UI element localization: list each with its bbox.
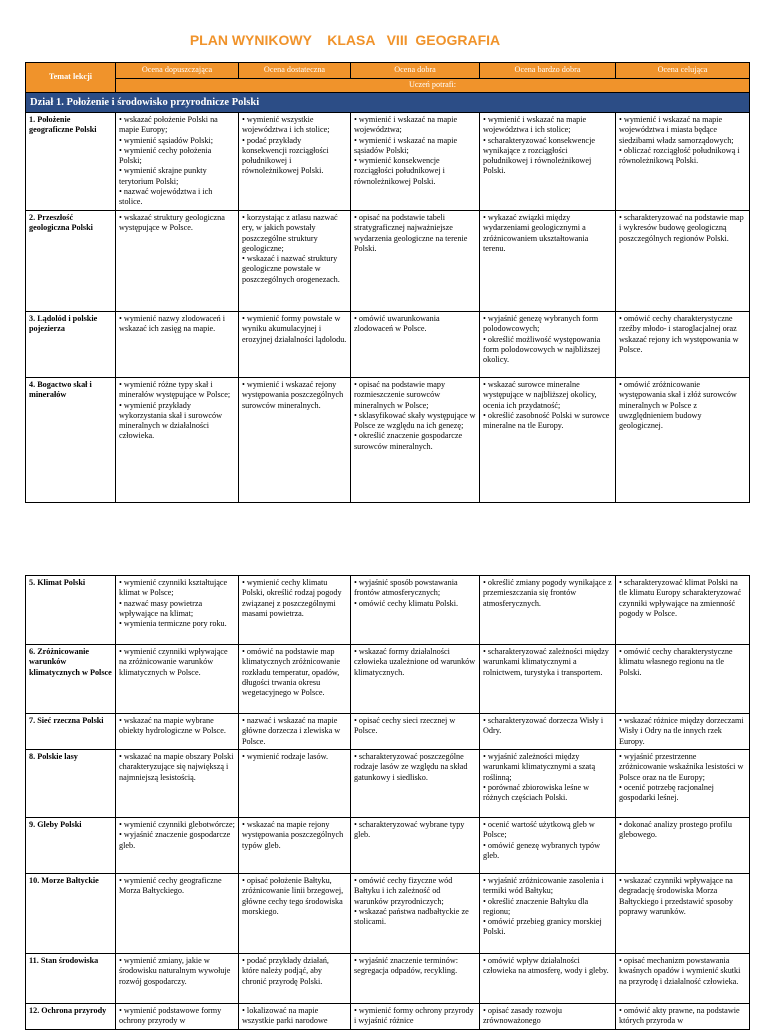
lesson-topic: 7. Sieć rzeczna Polski [26,714,116,750]
header-grade-4: Ocena dobra [351,63,480,79]
requirement-item: • omówić genezę wybranych typów gleb. [483,840,600,860]
grade-cell [480,874,616,954]
requirement-item: • scharakteryzować dorzecza Wisły i Odry. [483,716,604,736]
requirement-item: • podać przykłady konsekwencji rozciągłości południkowej i równoleżnikowej Polski. [242,135,329,176]
requirement-item: • opisać cechy sieci rzecznej w Polsce. [354,716,456,736]
requirement-item: • opisać mechanizm powstawania kwaśnych opadów i wymienić skutki na przyrodę i działalność człowieka. [619,956,741,986]
grade-cell [239,378,351,503]
requirement-item: • wskazać surowce mineralne występujące w najbliższej okolicy, ocenia ich przydatność; [483,380,597,410]
plan-table-part-2 [25,575,750,1030]
requirement-item: • wyjaśnić przestrzenne zróżnicowanie wskaźnika lesistości w Polsce oraz na tle Europy; [619,752,744,782]
lesson-topic: 12. Ochrona przyrody [26,1004,116,1030]
grade-cell [480,576,616,645]
requirement-item: • wymienić i wskazać na mapie sąsiadów Polski; [354,135,458,155]
requirement-item: • wymienić nazwy zlodowaceń i wskazać ich zasięg na mapie. [119,314,226,334]
requirement-item: • wskazać formy działalności człowieka uzależnione od warunków klimatycznych. [354,647,476,677]
requirement-item: • wymienić wszystkie województwa i ich stolice; [242,115,330,135]
requirement-item: • wyjaśnić sposób powstawania frontów atmosferycznych; [354,578,458,598]
lesson-topic: 1. Położenie geograficzne Polski [26,113,116,211]
grade-cell [480,378,616,503]
requirement-item: • omówić cechy charakterystyczne rzeźby młodo- i staroglacjalnej oraz wskazać rejony ich występowania w Polsce. [619,314,739,354]
table-row [26,818,750,874]
grade-cell [616,714,750,750]
requirement-item: • podać przykłady działań, które należy podjąć, aby chronić przyrodę Polski. [242,956,329,986]
grade-cell [239,750,351,818]
requirement-item: • omówić wpływ działalności człowieka na atmosferę, wody i gleby. [483,956,609,976]
grade-cell [239,312,351,378]
requirement-item: • wymienić cechy geograficzne Morza Bałtyckiego. [119,876,222,896]
grade-cell [480,818,616,874]
requirement-item: • nazwać województwa i ich stolice. [119,187,213,207]
requirement-item: • wyjaśnić genezę wybranych form polodowcowych; [483,314,599,334]
requirement-item: • określić zmiany pogody wynikające z przemieszczania się frontów atmosferycznych. [483,578,612,608]
requirement-item: • ocenić wartość użytkową gleb w Polsce; [483,820,595,840]
requirement-item: • wskazać na mapie rejony występowania poszczególnych typów gleb. [242,820,344,850]
grade-cell [480,312,616,378]
header-subheader: Uczeń potrafi: [116,79,750,93]
requirement-item: • omówić na podstawie map klimatycznych zróżnicowanie rozkładu temperatur, opadów, długości trwania okresu wegetacyjnego w Polsce. [242,647,340,698]
requirement-item: • wymienić i wskazać na mapie województwa; [354,115,458,135]
requirement-item: • wskazać na mapie obszary Polski charakteryzujące się największą i najmniejszą lesistością. [119,752,234,782]
requirement-item: • wymienić różne typy skał i minerałów występujące w Polsce; [119,380,231,400]
requirement-item: • dokonać analizy prostego profilu glebowego. [619,820,732,840]
section-title: Dział 1. Położenie i środowisko przyrodnicze Polski [26,93,750,113]
requirement-item: • określić możliwość występowania form polodowcowych w najbliższej okolicy. [483,334,601,365]
table-row [26,576,750,645]
grade-cell [351,378,480,503]
header-grade-2: Ocena dopuszczająca [116,63,239,79]
grade-cell [351,1004,480,1030]
table-row [26,954,750,1004]
grade-cell [351,211,480,312]
requirement-item: • wymienić czynniki glebotwórcze; [119,820,235,829]
requirement-item: • wymienić rodzaje lasów. [242,752,328,761]
requirement-item: • opisać położenie Bałtyku, zróżnicowanie linii brzegowej, główne cechy tego środowiska morskiego. [242,876,344,916]
grade-cell [480,714,616,750]
grade-cell [239,1004,351,1030]
grade-cell [239,954,351,1004]
lesson-topic: 2. Przeszłość geologiczna Polski [26,211,116,312]
grade-cell [480,954,616,1004]
grade-cell [480,1004,616,1030]
requirement-item: • wymienić konsekwencje rozciągłości południkowej i równoleżnikowej Polski. [354,156,445,186]
grade-cell [116,874,239,954]
grade-cell [480,645,616,714]
grade-cell [351,954,480,1004]
requirement-item: • wskazać na mapie wybrane obiekty hydrologiczne w Polsce. [119,716,226,736]
requirement-item: • wymienić czynniki kształtujące klimat w Polsce; [119,578,228,598]
requirement-item: • wymienić i wskazać rejony występowania poszczególnych surowców mineralnych. [242,380,344,410]
table-row [26,1004,750,1030]
grade-cell [116,645,239,714]
grade-cell [116,954,239,1004]
lesson-topic: 5. Klimat Polski [26,576,116,645]
requirement-item: • określić znaczenie Bałtyku dla regionu; [483,896,589,916]
requirement-item: • wymienić sąsiadów Polski; [119,135,214,145]
grade-cell [116,750,239,818]
grade-cell [480,211,616,312]
table-row [26,874,750,954]
requirement-item: • scharakteryzować na podstawie map i wykresów budowę geologiczną poszczególnych regionów Polski. [619,213,744,243]
grade-cell [616,113,750,211]
requirement-item: • wskazać i nazwać struktury geologiczne powstałe w poszczególnych orogenezach. [242,254,340,284]
header-grade-3: Ocena dostateczna [239,63,351,79]
requirement-item: • wymienić i wskazać na mapie województwa i miasta będące siedzibami władz samorządowych; [619,115,734,145]
requirement-item: • wymienić czynniki wpływające na zróżnicowanie warunków klimatycznych w Polsce. [119,647,228,677]
table-row [26,378,750,503]
requirement-item: • wskazać położenie Polski na mapie Europy; [119,115,218,135]
grade-cell [351,312,480,378]
grade-cell [480,113,616,211]
grade-cell [239,113,351,211]
table-row [26,645,750,714]
grade-cell [116,211,239,312]
header-topic: Temat lekcji [26,63,116,93]
grade-cell [239,714,351,750]
grade-cell [116,576,239,645]
requirement-item: • omówić uwarunkowania zlodowaceń w Polsce. [354,314,440,334]
requirement-item: • omówić przebieg granicy morskiej Polski. [483,917,602,937]
page-title: PLAN WYNIKOWY KLASA VIII GEOGRAFIA [189,32,501,48]
requirement-item: • scharakteryzować zależności między warunkami klimatycznymi a rolnictwem, turystyka i transportem. [483,647,609,677]
requirement-item: • scharakteryzować poszczególne rodzaje lasów ze względu na skład gatunkowy i siedlisko. [354,752,468,782]
table-row [26,714,750,750]
header-grade-6: Ocena celująca [616,63,750,79]
requirement-item: • wskazać państwa nadbałtyckie ze stolicami. [354,906,469,927]
grade-cell [239,818,351,874]
grade-cell [616,312,750,378]
requirement-item: • scharakteryzować konsekwencje wynikające z rozciągłości południkowej i równoleżnikowej Polski. [483,135,595,176]
requirement-item: • sklasyfikować skały występujące w Polsce ze względu na ich genezę; [354,410,476,431]
requirement-item: • lokalizować na mapie wszystkie parki narodowe [242,1006,328,1026]
requirement-item: • wskazać struktury geologiczna występujące w Polsce. [119,213,225,233]
grade-cell [239,576,351,645]
requirement-item: • wymienić i wskazać na mapie województwa i ich stolice; [483,115,587,135]
grade-cell [239,211,351,312]
grade-cell [351,818,480,874]
grade-cell [616,818,750,874]
grade-cell [616,211,750,312]
lesson-topic: 11. Stan środowiska [26,954,116,1004]
requirement-item: • wymienia termiczne pory roku. [119,619,227,629]
lesson-topic: 4. Bogactwo skał i minerałów [26,378,116,503]
requirement-item: • wymienić zmiany, jakie w środowisku naturalnym wywołuje rozwój gospodarczy. [119,956,231,986]
header-grade-5: Ocena bardzo dobra [480,63,616,79]
grade-cell [351,750,480,818]
grade-cell [616,1004,750,1030]
requirement-item: • porównać zbiorowiska leśne w różnych częściach Polski. [483,782,590,803]
grade-cell [616,750,750,818]
requirement-item: • wskazać czynniki wpływające na degradację środowiska Morza Bałtyckiego i przedstawić sposoby poprawy warunków. [619,876,733,916]
requirement-item: • wymienić skrajne punkty terytorium Polski; [119,166,207,186]
lesson-topic: 10. Morze Bałtyckie [26,874,116,954]
requirement-item: • wymienić cechy klimatu Polski, określić rodzaj pogody związanej z poszczególnymi masami powietrza. [242,578,342,618]
requirement-item: • wyjaśnić znaczenie terminów: segregacja odpadów, recykling. [354,956,459,976]
lesson-topic: 6. Zróżnicowanie warunków klimatycznych w Polsce [26,645,116,714]
grade-cell [239,874,351,954]
requirement-item: • omówić cechy charakterystyczne klimatu własnego regionu na tle Polski. [619,647,733,677]
grade-cell [116,1004,239,1030]
lesson-topic: 8. Polskie lasy [26,750,116,818]
grade-cell [239,645,351,714]
requirement-item: • określić znaczenie gospodarcze surowców mineralnych. [354,431,463,451]
requirement-item: • określić zasobność Polski w surowce mineralne na tle Europy. [483,410,610,431]
lesson-topic: 3. Lądolód i polskie pojezierza [26,312,116,378]
grade-cell [616,576,750,645]
requirement-item: • wykazać związki między wydarzeniami geologicznymi a zróżnicowaniem ukształtowania terenu. [483,213,589,253]
requirement-item: • opisać na podstawie tabeli stratygraficznej najważniejsze wydarzenia geologiczne na terenie Polski. [354,213,468,253]
requirement-item: • korzystając z atlasu nazwać ery, w jakich powstały poszczególne struktury geologiczne; [242,213,338,253]
requirement-item: • wymienić podstawowe formy ochrony przyrody w [119,1006,222,1026]
grade-cell [351,576,480,645]
table-row [26,312,750,378]
grade-cell [480,750,616,818]
grade-cell [616,874,750,954]
grade-cell [616,645,750,714]
grade-cell [116,378,239,503]
requirement-item: • scharakteryzować klimat Polski na tle klimatu Europy scharakteryzować czynniki wpływające na zmienność pogody w Polsce. [619,578,742,618]
grade-cell [351,113,480,211]
table-row [26,211,750,312]
requirement-item: • wyjaśnić znaczenie gospodarcze gleb. [119,830,231,850]
grade-cell [116,818,239,874]
table-row [26,750,750,818]
requirement-item: • scharakteryzować wybrane typy gleb. [354,820,465,840]
requirement-item: • nazwać i wskazać na mapie główne dorzecza i zlewiska w Polsce. [242,716,341,746]
grade-cell [116,113,239,211]
requirement-item: • opisać na podstawie mapy rozmieszczenie surowców mineralnych w Polsce; [354,380,446,410]
requirement-item: • wymienić cechy położenia Polski; [119,145,212,166]
requirement-item: • omówić cechy fizyczne wód Bałtyku i ich zależność od warunków przyrodniczych; [354,876,453,906]
lesson-topic: 9. Gleby Polski [26,818,116,874]
requirement-item: • wskazać różnice między dorzeczami Wisły i Odry na tle innych rzek Europy. [619,716,744,746]
grade-cell [616,954,750,1004]
requirement-item: • omówić akty prawne, na podstawie których przyroda w [619,1006,740,1026]
requirement-item: • wymienić formy powstałe w wyniku akumulacyjnej i erozyjnej działalności lądolodu. [242,314,347,344]
grade-cell [351,874,480,954]
table-row [26,113,750,211]
requirement-item: • wymienić przykłady wykorzystania skał i surowców mineralnych w działalności człowieka. [119,400,223,441]
requirement-item: • obliczać rozciągłość południkową i równoleżnikową Polski. [619,145,740,166]
grade-cell [116,312,239,378]
requirement-item: • wyjaśnić zależności między warunkami klimatycznymi a szatą roślinną; [483,752,596,782]
requirement-item: • ocenić potrzebę racjonalnej gospodarki leśnej. [619,782,714,803]
requirement-item: • omówić zróżnicowanie występowania skał i złóż surowców mineralnych w Polsce z uwzględnieniem budowy geologicznej. [619,380,737,431]
requirement-item: • wyjaśnić zróżnicowanie zasolenia i termiki wód Bałtyku; [483,876,604,896]
grade-cell [116,714,239,750]
grade-cell [616,378,750,503]
plan-table-part-1 [25,62,750,503]
grade-cell [351,645,480,714]
requirement-item: • wymienić formy ochrony przyrody i wyjaśnić różnice [354,1006,474,1026]
requirement-item: • opisać zasady rozwoju zrównoważonego [483,1006,563,1026]
requirement-item: • omówić cechy klimatu Polski. [354,598,459,608]
requirement-item: • nazwać masy powietrza wpływające na klimat; [119,598,203,618]
grade-cell [351,714,480,750]
